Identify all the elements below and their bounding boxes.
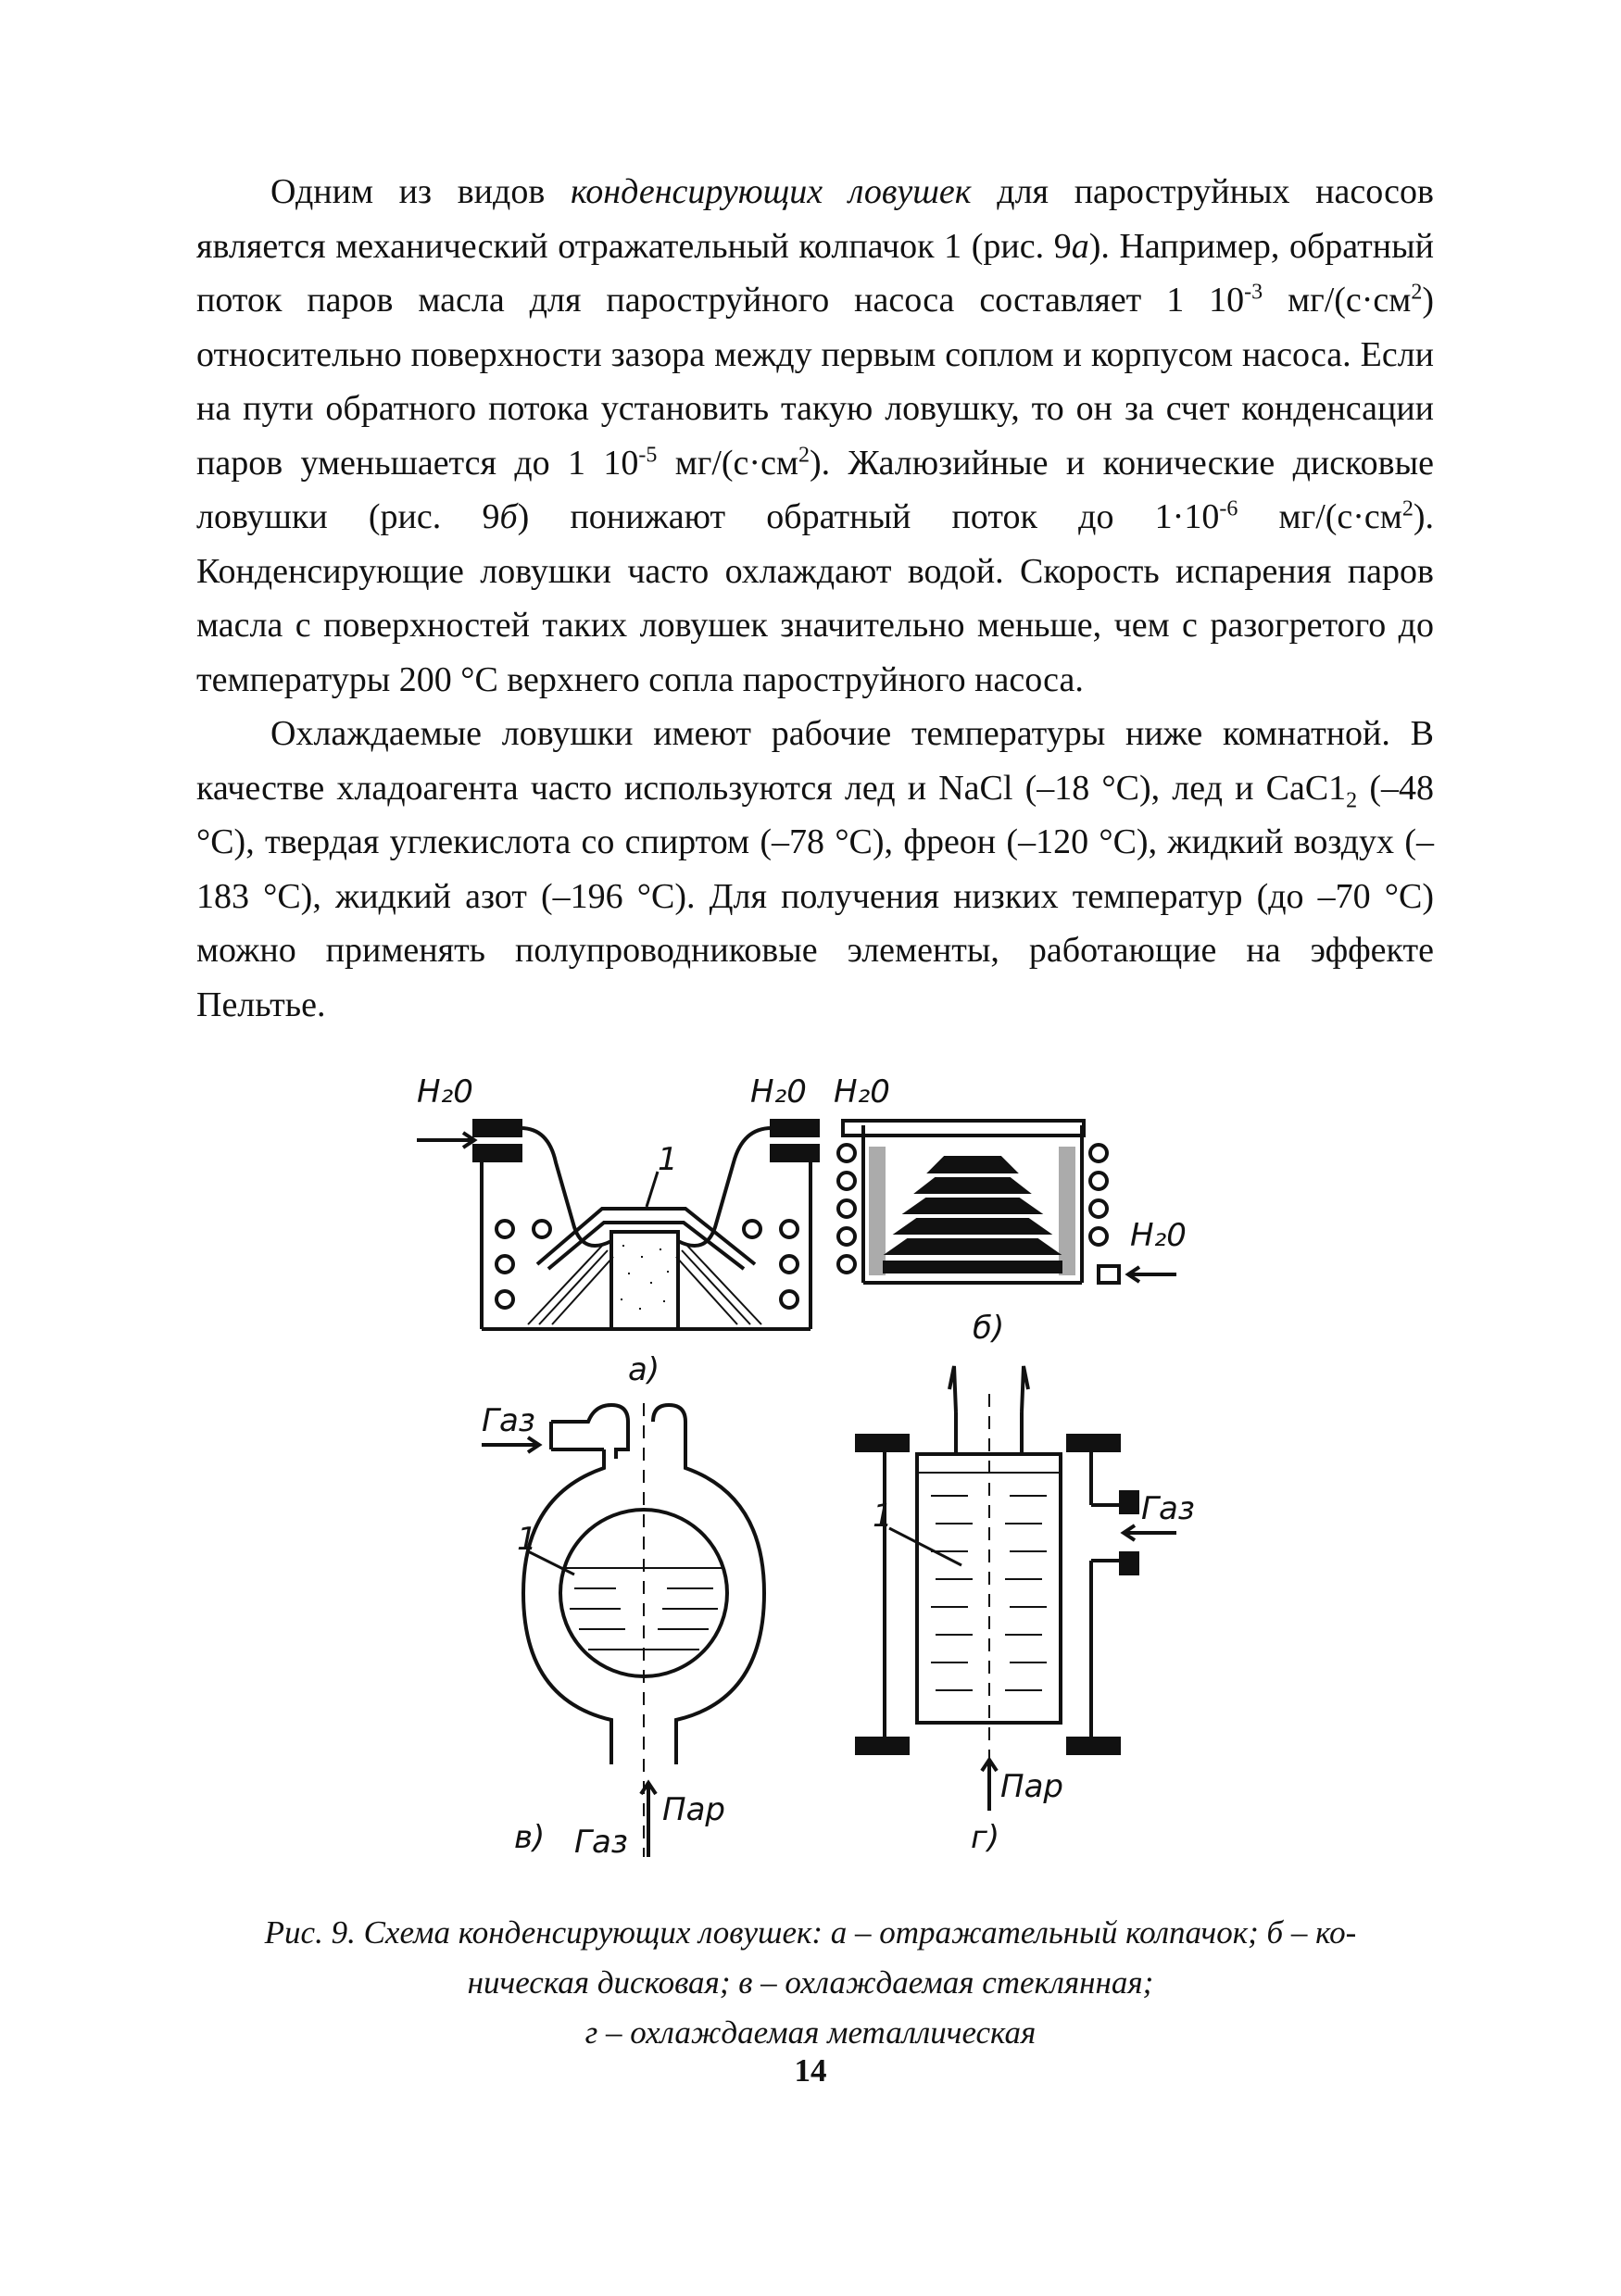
water-label: H₂0	[417, 1073, 473, 1110]
subfigure-label-b: б)	[973, 1310, 1005, 1347]
diagram-b-conical-disc	[834, 1073, 1187, 1347]
coil-turn	[534, 1221, 550, 1237]
figure-ref-letter: а	[1071, 226, 1089, 266]
coil-turn	[1090, 1173, 1107, 1189]
water-fitting-left	[474, 1121, 521, 1135]
outer-flask-left	[523, 1449, 611, 1764]
exponent: 2	[1411, 280, 1423, 305]
gas-port	[1091, 1505, 1121, 1561]
inner-wall-right	[1061, 1148, 1074, 1273]
coil-turn	[838, 1173, 855, 1189]
caption-line: ническая дисковая; в – охлаждаемая стеклянная;	[467, 1964, 1154, 2001]
diagram-g-metal-trap	[857, 1366, 1195, 1856]
steam-label: Пар	[1000, 1768, 1063, 1805]
coil-turn	[1090, 1200, 1107, 1217]
text-run: ) понижают обратный поток до 1·10	[517, 497, 1220, 536]
text-run: для пароструйных насосов является механический отражательный колпачок 1 (рис. 9	[196, 172, 1434, 266]
coil-turn	[781, 1256, 798, 1273]
flange-top-right	[1068, 1436, 1119, 1450]
subfigure-label-a: а)	[628, 1351, 660, 1388]
nozzle	[611, 1232, 678, 1329]
figure-ref-letter: б	[499, 497, 518, 536]
figure-9	[389, 1060, 1260, 1876]
subfigure-label-v: в)	[514, 1819, 546, 1856]
coil-turn	[781, 1291, 798, 1308]
part-label-1: 1	[658, 1141, 678, 1178]
text-run: ). Конденсирующие ловушки часто охлаждают водой. Скорость испарения паров масла с поверхностей таких ловушек значительно меньше, чем с разогретого до температуры 200 °С верхнего сопла пароструйного насоса.	[196, 497, 1434, 699]
text-run: мг/(с·см	[1238, 497, 1402, 536]
exponent: -3	[1244, 280, 1263, 305]
water-fitting-right	[772, 1121, 818, 1135]
coil-turn	[838, 1145, 855, 1161]
water-label-right: H₂0	[750, 1073, 807, 1110]
part-label-1: 1	[517, 1521, 537, 1558]
text-run: (–48 °С), твердая углекислота со спиртом (–78 °С), фреон (–120 °С), жидкий воздух (–183 °С), жидкий азот (–196 °С). Для получения низких температур (до –70 °С) можно применять полупроводниковые элементы, работающие на эффекте Пельтье.	[196, 768, 1434, 1024]
coil-turn	[496, 1256, 513, 1273]
exponent: 2	[1401, 496, 1414, 521]
gas-port-flange	[1121, 1492, 1137, 1512]
paragraph-2	[196, 707, 1434, 1032]
text-run: ). Например, обратный поток паров масла для пароструйного насоса составляет 1 10	[196, 226, 1434, 320]
leader-line	[647, 1172, 658, 1207]
coil-turn	[838, 1228, 855, 1245]
caption-line: Рис. 9. Схема конденсирующих ловушек: а – отражательный колпачок; б – ко-	[264, 1914, 1357, 1951]
leader-line	[889, 1528, 961, 1565]
subfigure-label-g: г)	[971, 1819, 1000, 1856]
exponent: -6	[1219, 496, 1238, 521]
coil-turn	[781, 1221, 798, 1237]
steam-label: Пар	[662, 1791, 725, 1828]
subscript: 2	[1346, 788, 1358, 813]
emphasis-term: конденсирующих ловушек	[570, 172, 972, 211]
water-fitting-right-lower	[772, 1146, 818, 1161]
gas-outlet-label: Газ	[574, 1824, 628, 1861]
text-run: ) относительно поверхности зазора между первым соплом и корпусом насоса. Если на пути обратного потока установить такую ловушку, то он за счет конденсации паров уменьшается до 1 10	[196, 281, 1434, 483]
gas-inlet-label: Газ	[482, 1402, 535, 1439]
coil-turn	[744, 1221, 760, 1237]
inner-tube-top-right	[1022, 1366, 1028, 1412]
flange-bottom-right	[1068, 1738, 1119, 1753]
part-label-1: 1	[873, 1498, 893, 1535]
outer-flask-right	[653, 1405, 764, 1764]
gas-port-flange	[1121, 1553, 1137, 1574]
trap-lid	[843, 1121, 1084, 1135]
coil-turn	[838, 1256, 855, 1273]
diagram-a-reflective-cap	[417, 1073, 818, 1388]
text-run: Охлаждаемые ловушки имеют рабочие температуры ниже комнатной. В качестве хладоагента часто используются лед и NaCl (–18 °С), лед и CaC1	[196, 714, 1434, 808]
figure-caption	[185, 1908, 1436, 2058]
water-fitting-left-lower	[474, 1146, 521, 1161]
conical-discs	[885, 1158, 1061, 1272]
water-inlet-fitting	[1099, 1266, 1119, 1283]
page-number: 14	[794, 2052, 827, 2089]
water-label-side: H₂0	[1130, 1217, 1187, 1254]
water-label-top: H₂0	[834, 1073, 890, 1110]
coil-turn	[1090, 1228, 1107, 1245]
paragraph-1	[196, 165, 1434, 707]
coil-turn	[838, 1200, 855, 1217]
trap-diagram	[389, 1060, 1260, 1876]
coil-turn	[496, 1221, 513, 1237]
exponent: -5	[638, 442, 658, 467]
diagram-v-glass-trap	[482, 1402, 764, 1861]
text-run: ). Жалюзийные и конические дисковые ловушки (рис. 9	[196, 443, 1434, 536]
body-text	[196, 165, 1434, 1032]
text-run: мг/(с·см	[657, 443, 798, 483]
text-run: Одним из видов	[270, 172, 571, 211]
inner-wall-left	[871, 1148, 884, 1273]
coil-turn	[496, 1291, 513, 1308]
inner-tube-top-left	[949, 1366, 956, 1412]
flange-bottom-left	[857, 1738, 908, 1753]
flange-top-left	[857, 1436, 908, 1450]
coil-turn	[1090, 1145, 1107, 1161]
gas-label: Газ	[1141, 1490, 1195, 1527]
exponent: 2	[798, 442, 810, 467]
text-run: мг/(с·см	[1263, 281, 1412, 320]
caption-line: г – охлаждаемая металлическая	[584, 2014, 1037, 2051]
